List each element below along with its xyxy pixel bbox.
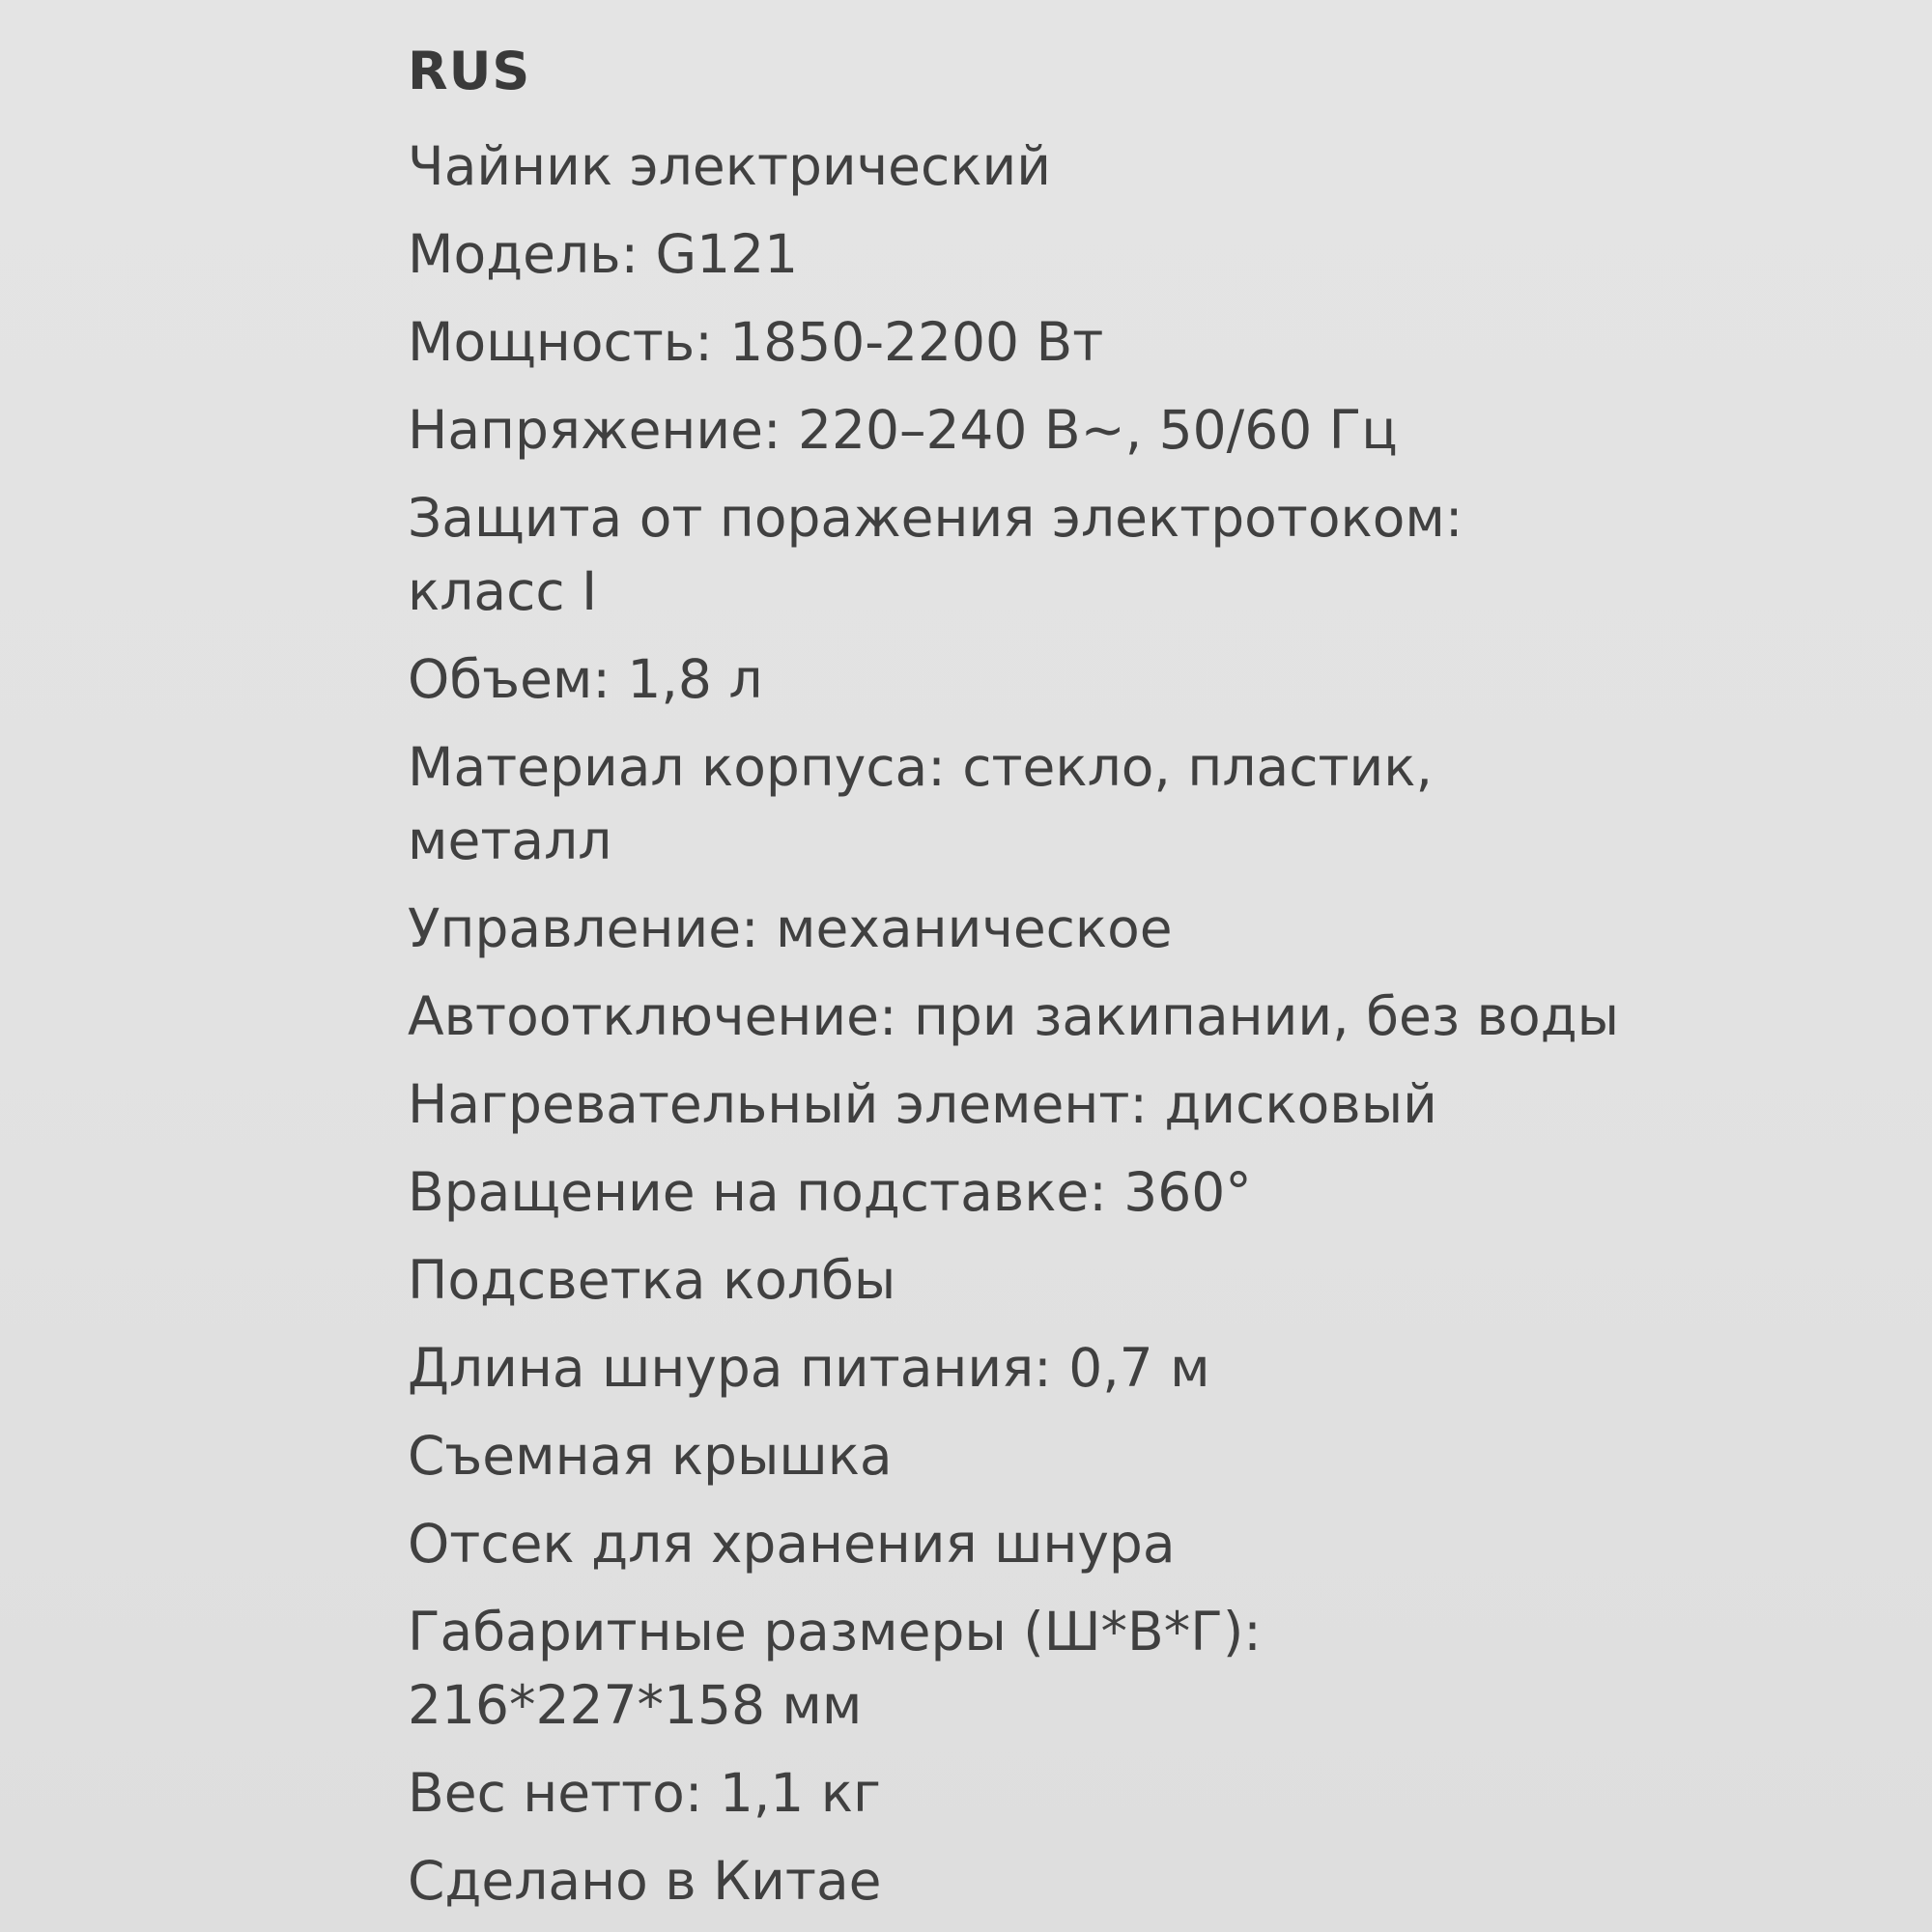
spec-line: Нагревательный элемент: дисковый — [408, 1073, 1437, 1135]
spec-line: Съемная крышка — [408, 1425, 893, 1487]
spec-line: Сделано в Китае — [408, 1850, 882, 1912]
spec-item — [408, 217, 1915, 291]
spec-item — [408, 1067, 1915, 1141]
spec-item — [408, 1419, 1915, 1492]
spec-line: Напряжение: 220–240 В~, 50/60 Гц — [408, 399, 1398, 461]
spec-item — [408, 1331, 1915, 1405]
spec-line: 216*227*158 мм — [408, 1674, 863, 1736]
spec-item — [408, 129, 1915, 203]
spec-list — [408, 129, 1915, 1932]
spec-line: Материал корпуса: стекло, пластик, — [408, 736, 1433, 798]
spec-line: Габаритные размеры (Ш*В*Г): — [408, 1601, 1262, 1662]
spec-line: Управление: механическое — [408, 897, 1173, 959]
spec-line: Мощность: 1850-2200 Вт — [408, 311, 1104, 373]
spec-item — [408, 642, 1915, 716]
spec-line: металл — [408, 810, 612, 871]
spec-line: Отсек для хранения шнура — [408, 1513, 1176, 1575]
spec-line: Вращение на подставке: 360° — [408, 1161, 1252, 1223]
spec-item — [408, 1155, 1915, 1229]
spec-line: класс I — [408, 560, 598, 622]
spec-item — [408, 1243, 1915, 1317]
spec-line: Модель: G121 — [408, 223, 799, 285]
spec-item — [408, 481, 1915, 628]
spec-item — [408, 980, 1915, 1053]
spec-item — [408, 1844, 1915, 1918]
spec-item — [408, 892, 1915, 965]
spec-item — [408, 730, 1915, 877]
spec-line: Подсветка колбы — [408, 1249, 896, 1311]
spec-line: Вес нетто: 1,1 кг — [408, 1762, 881, 1824]
spec-item — [408, 1756, 1915, 1830]
spec-item — [408, 393, 1915, 467]
spec-item — [408, 1595, 1915, 1742]
spec-item — [408, 1507, 1915, 1580]
spec-line: Автоотключение: при закипании, без воды — [408, 985, 1620, 1047]
language-heading: RUS — [408, 41, 531, 101]
spec-line: Объем: 1,8 л — [408, 648, 763, 710]
spec-item — [408, 305, 1915, 379]
spec-line: Защита от поражения электротоком: — [408, 487, 1463, 549]
spec-line: Длина шнура питания: 0,7 м — [408, 1337, 1210, 1399]
spec-line: Чайник электрический — [408, 135, 1051, 197]
